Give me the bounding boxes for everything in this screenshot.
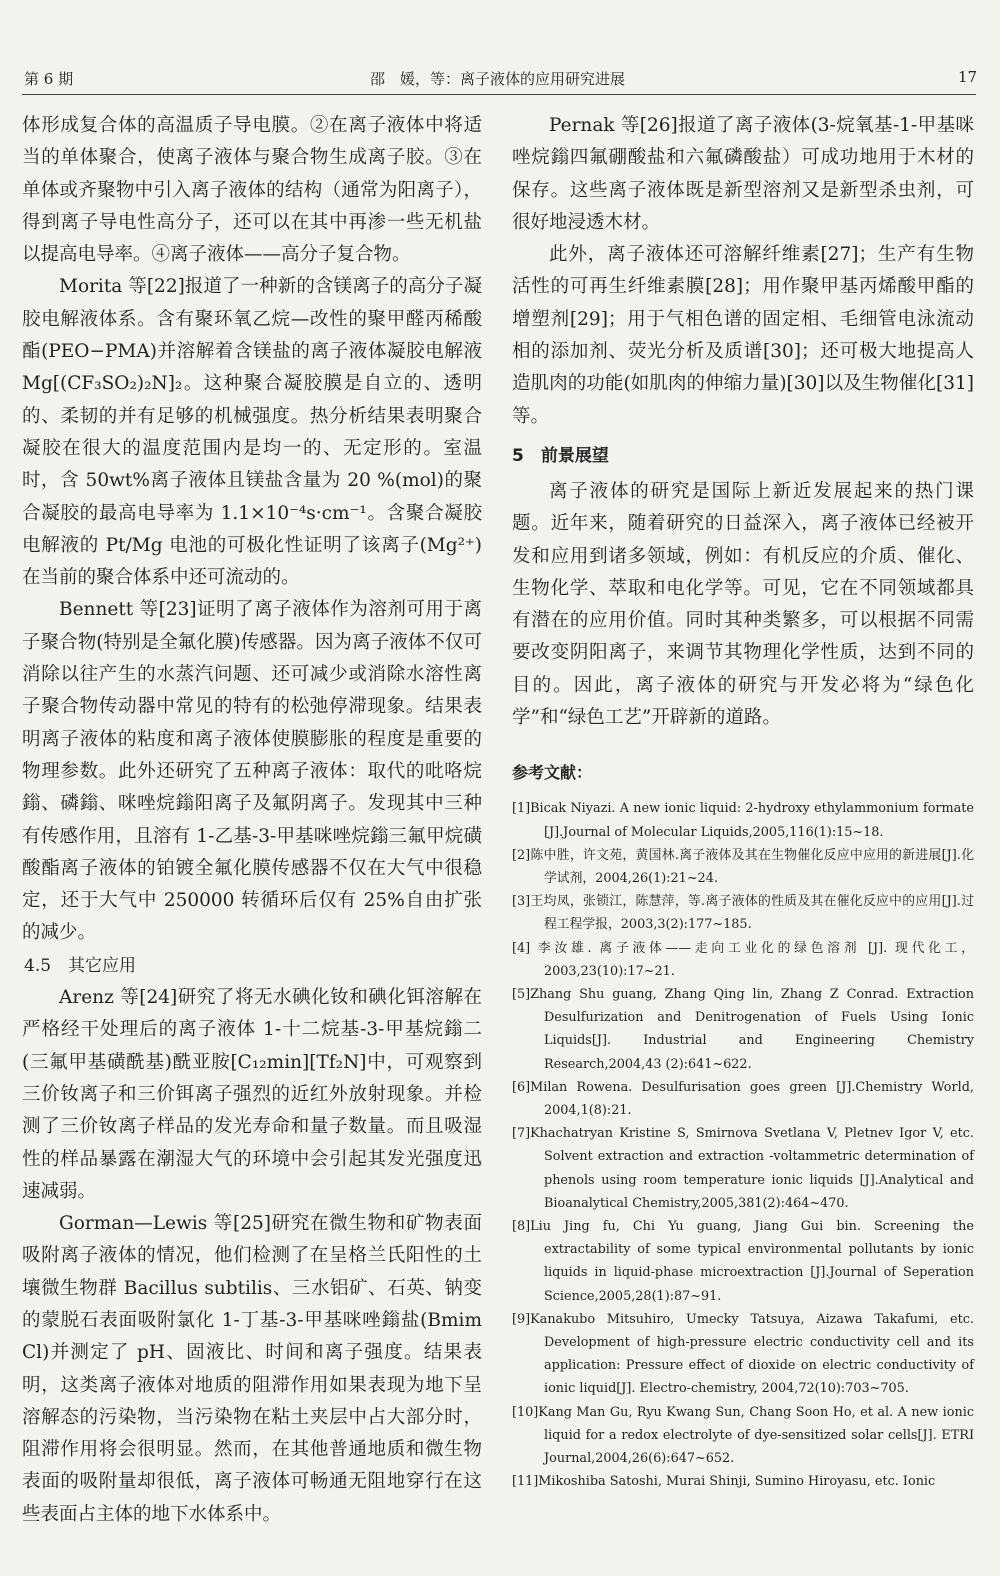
paragraph: Arenz 等[24]研究了将无水碘化钕和碘化铒溶解在严格经干处理后的离子液体 1-十二烷基-3-甲基烷鎓二(三氟甲基磺酰基)酰亚胺[C₁₂min][Tf₂N]中，可观察到三价钕离子和三价铒离子强烈的近红外放射现象。并检测了三价钕离子样品的发光寿命和量子数量。而且吸湿性的样品暴露在潮湿大气的环境中会引起其发光强度迅速减弱。: [22, 987, 482, 1202]
page-number: 17: [958, 68, 978, 86]
left-column: [22, 110, 482, 1531]
paragraph: 此外，离子液体还可溶解纤维素[27]；生产有生物活性的可再生纤维素膜[28]；用作聚甲基丙烯酸甲酯的增塑剂[29]；用于气相色谱的固定相、毛细管电泳流动相的添加剂、荧光分析及质谱[30]；还可极大地提高人造肌肉的功能(如肌肉的伸缩力量)[30]以及生物催化[31]等。: [512, 244, 974, 427]
reference-item: [11]Mikoshiba Satoshi, Murai Shinji, Sumino Hiroyasu, etc. Ionic: [512, 1474, 936, 1490]
reference-item: [6]Milan Rowena. Desulfurisation goes green [J].Chemistry World, 2004,1(8):21.: [512, 1079, 974, 1118]
reference-item: [10]Kang Man Gu, Ryu Kwang Sun, Chang Soon Ho, et al. A new ionic liquid for a redox electrolyte of dye-sensitized solar cells[J]. ETRI Journal,2004,26(6):647~652.: [512, 1404, 974, 1467]
journal-issue: 第 6 期: [24, 70, 74, 88]
reference-item: [9]Kanakubo Mitsuhiro, Umecky Tatsuya, Aizawa Takafumi, etc. Development of high-pressure electric conductivity cell and its application: Pressure effect of dioxide on electric conductivity of ionic liquid[J]. Electro-chemistry, 2004,72(10):703~705.: [512, 1311, 974, 1397]
right-column: [512, 110, 974, 1493]
reference-item: [1]Bicak Niyazi. A new ionic liquid: 2-hydroxy ethylammonium formate [J].Journal of Molecular Liquids,2005,116(1):15~18.: [512, 801, 974, 840]
paragraph: Morita 等[22]报道了一种新的含镁离子的高分子凝胶电解液体系。含有聚环氧乙烷—改性的聚甲醛丙稀酸酯(PEO−PMA)并溶解着含镁盐的离子液体凝胶电解液 Mg[(CF₃SO₂)₂N]₂。这种聚合凝胶膜是自立的、透明的、柔韧的并有足够的机械强度。热分析结果表明聚合凝胶在很大的温度范围内是均一的、无定形的。室温时，含 50wt%离子液体且镁盐含量为 20 %(mol)的聚合凝胶的最高电导率为 1.1×10⁻⁴s·cm⁻¹。含聚合凝胶电解液的 Pt/Mg 电池的可极化性证明了该离子(Mg²⁺)在当前的聚合体系中还可流动的。: [22, 276, 482, 589]
section-heading: 5 前景展望: [512, 445, 609, 466]
paragraph: Bennett 等[23]证明了离子液体作为溶剂可用于离子聚合物(特别是全氟化膜)传感器。因为离子液体不仅可消除以往产生的水蒸汽问题、还可减少或消除水溶性离子聚合物传动器中常见的特有的松弛停滞现象。结果表明离子液体的粘度和离子液体使膜膨胀的程度是重要的物理参数。此外还研究了五种离子液体：取代的吡咯烷鎓、磷鎓、咪唑烷鎓阳离子及氟阴离子。发现其中三种有传感作用，且溶有 1-乙基-3-甲基咪唑烷鎓三氟甲烷磺酸酯离子液体的铂镀全氟化膜传感器不仅在大气中很稳定，还于大气中 250000 转循环后仅有 25%自由扩张的减少。: [22, 599, 482, 944]
references-title: 参考文献：: [512, 763, 593, 783]
header-rule: [22, 94, 976, 95]
reference-item: [2]陈中胜，许文苑，黄国林.离子液体及其在生物催化反应中应用的新进展[J].化学试剂，2004,26(1):21~24.: [512, 847, 974, 886]
subsection-heading: 4.5 其它应用: [24, 955, 137, 976]
reference-item: [7]Khachatryan Kristine S, Smirnova Svetlana V, Pletnev Igor V, etc. Solvent extraction and extraction -voltammetric determination of phenols using room temperature ionic liquids [J].Analytical and Bioanalytical Chemistry,2005,381(2):464~470.: [512, 1126, 974, 1211]
reference-item: [3]王均凤，张锁江，陈慧萍，等.离子液体的性质及其在催化反应中的应用[J].过程工程学报，2003,3(2):177~185.: [512, 894, 974, 933]
paragraph: 体形成复合体的高温质子导电膜。②在离子液体中将适当的单体聚合，使离子液体与聚合物生成离子胶。③在单体或齐聚物中引入离子液体的结构（通常为阳离子），得到离子导电性高分子，还可以在其中再渗一些无机盐以提高电导率。④离子液体——高分子复合物。: [22, 115, 482, 266]
paragraph: Pernak 等[26]报道了离子液体(3-烷氧基-1-甲基咪唑烷鎓四氟硼酸盐和六氟磷酸盐）可成功地用于木材的保存。这些离子液体既是新型溶剂又是新型杀虫剂，可很好地浸透木材。: [512, 115, 974, 233]
running-title: 邵 媛，等：离子液体的应用研究进展: [370, 70, 626, 88]
paragraph: 离子液体的研究是国际上新近发展起来的热门课题。近年来，随着研究的日益深入，离子液体已经被开发和应用到诸多领域，例如：有机反应的介质、催化、生物化学、萃取和电化学等。可见，它在不同领域都具有潜在的应用价值。同时其种类繁多，可以根据不同需要改变阴阳离子，来调节其物理化学性质，达到不同的目的。因此，离子液体的研究与开发必将为“绿色化学”和“绿色工艺”开辟新的道路。: [512, 480, 974, 729]
reference-item: [8]Liu Jing fu, Chi Yu guang, Jiang Gui bin. Screening the extractability of some typical environmental pollutants by ionic liquids in liquid-phase microextraction [J].Journal of Seperation Science,2005,28(1):87~91.: [512, 1219, 974, 1304]
paragraph: Gorman—Lewis 等[25]研究在微生物和矿物表面吸附离子液体的情况，他们检测了在呈格兰氏阳性的土壤微生物群 Bacillus subtilis、三水铝矿、石英、钠变的蒙脱石表面吸附氯化 1-丁基-3-甲基咪唑鎓盐(Bmim Cl)并测定了 pH、固液比、时间和离子强度。结果表明，这类离子液体对地质的阻滞作用如果表现为地下呈溶解态的污染物，当污染物在粘土夹层中占大部分时，阻滞作用将会很明显。然而，在其他普通地质和微生物表面的吸附量却很低，离子液体可畅通无阻地穿行在这些表面占主体的地下水体系中。: [22, 1213, 482, 1525]
reference-list: [512, 797, 974, 1493]
reference-item: [4] 李汝雄. 离子液体——走向工业化的绿色溶剂 [J]. 现代化工，2003,23(10):17~21.: [512, 940, 974, 979]
reference-item: [5]Zhang Shu guang, Zhang Qing lin, Zhang Z Conrad. Extraction Desulfurization and Denitrogenation of Fuels Using Ionic Liquids[J]. Industrial and Engineering Chemistry Research,2004,43 (2):641~622.: [512, 986, 974, 1072]
